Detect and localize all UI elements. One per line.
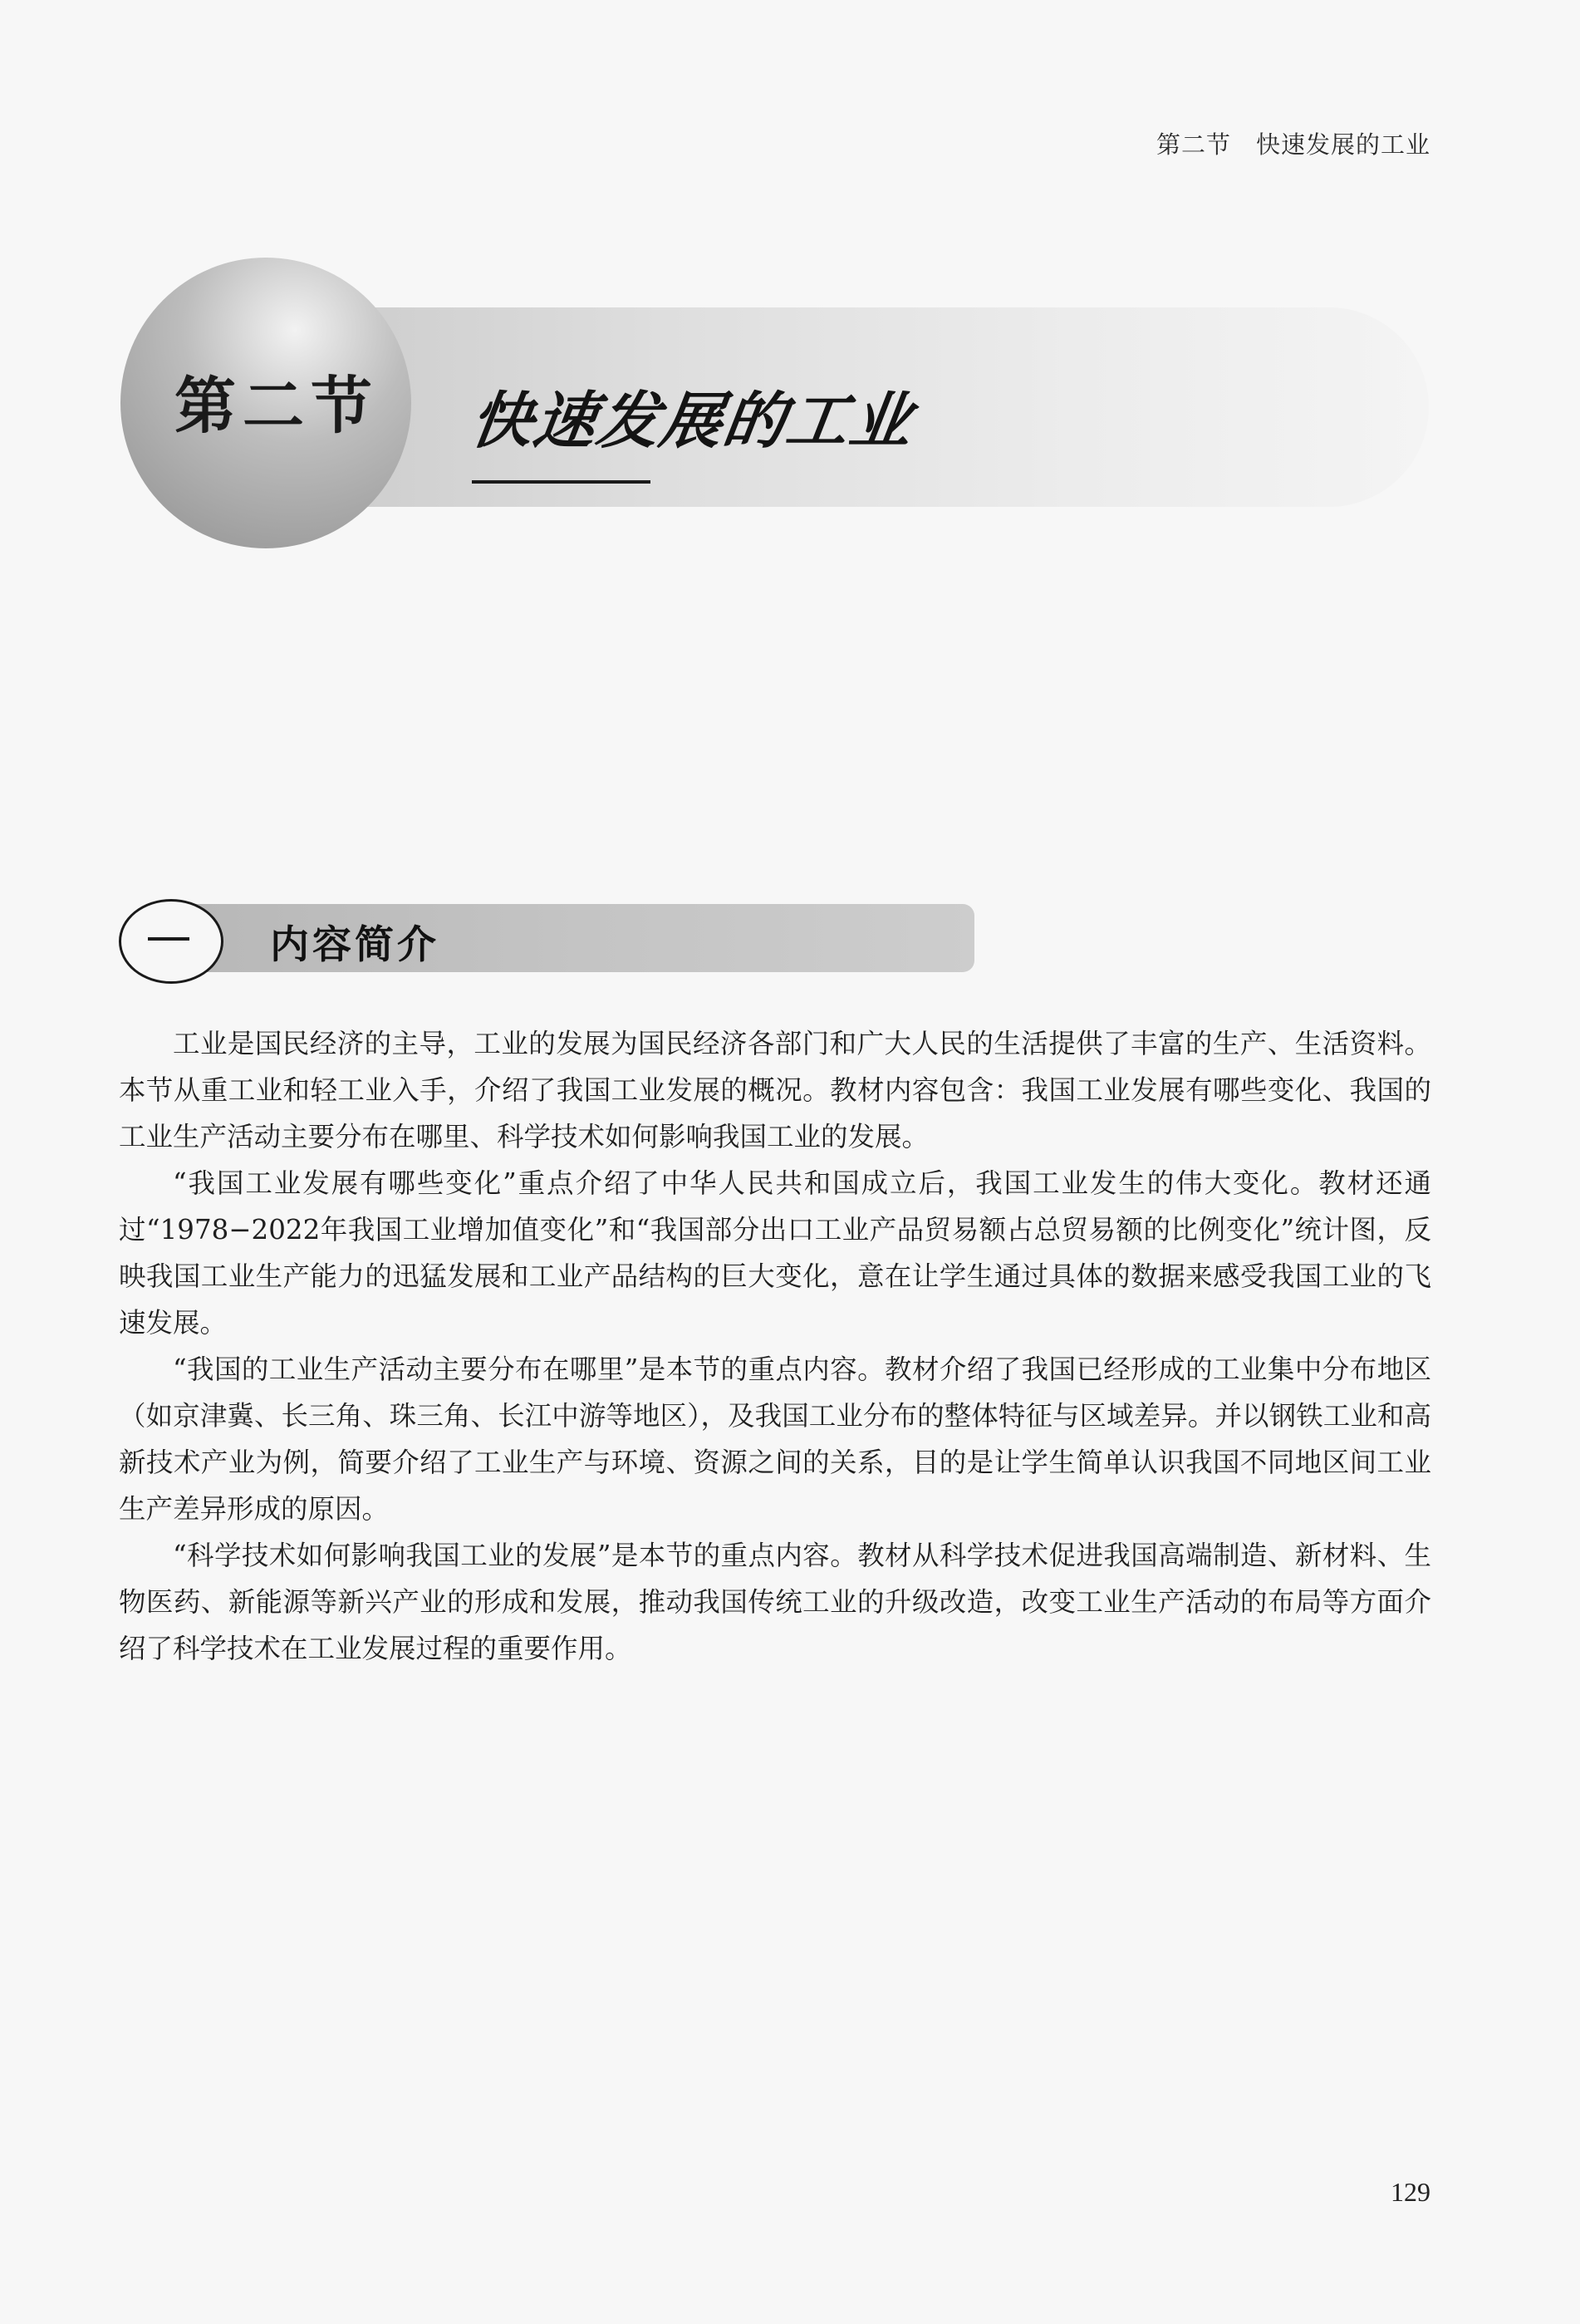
section-label: 第二节 xyxy=(174,371,379,442)
running-header xyxy=(1156,126,1430,160)
paragraph: “科学技术如何影响我国工业的发展”是本节的重点内容。教材从科学技术促进我国高端制造、新材料、生物医药、新能源等新兴产业的形成和发展，推动我国传统工业的升级改造，改变工业生产活动的布局等方面介绍了科学技术在工业发展过程的重要作用。 xyxy=(119,1540,1431,1664)
paragraph: 工业是国民经济的主导，工业的发展为国民经济各部门和广大人民的生活提供了丰富的生产、生活资料。本节从重工业和轻工业入手，介绍了我国工业发展的概况。教材内容包含：我国工业发展有哪些变化、我国的工业生产活动主要分布在哪里、科学技术如何影响我国工业的发展。 xyxy=(119,1028,1431,1152)
subsection-title: 内容简介 xyxy=(270,922,439,968)
paragraph: “我国工业发展有哪些变化”重点介绍了中华人民共和国成立后，我国工业发生的伟大变化。教材还通过“1978−2022年我国工业增加值变化”和“我国部分出口工业产品贸易额占总贸易额的比例变化”统计图，反映我国工业生产能力的迅猛发展和工业产品结构的巨大变化，意在让学生通过具体的数据来感受我国工业的飞速发展。 xyxy=(119,1167,1431,1339)
running-header-section: 第二节 xyxy=(1156,130,1231,159)
page-number: 129 xyxy=(1391,2177,1430,2207)
body-text xyxy=(119,1020,1431,1672)
running-header-title: 快速发展的工业 xyxy=(1255,130,1430,159)
subsection-number-mark xyxy=(148,937,189,941)
title-rule xyxy=(472,480,650,484)
paragraph: “我国的工业生产活动主要分布在哪里”是本节的重点内容。教材介绍了我国已经形成的工业集中分布地区（如京津冀、长三角、珠三角、长江中游等地区），及我国工业分布的整体特征与区域差异。并以钢铁工业和高新技术产业为例，简要介绍了工业生产与环境、资源之间的关系，目的是让学生简单认识我国不同地区间工业生产差异形成的原因。 xyxy=(119,1354,1431,1525)
chapter-title: 快速发展的工业 xyxy=(466,386,919,457)
subsection-number-circle xyxy=(119,899,223,984)
